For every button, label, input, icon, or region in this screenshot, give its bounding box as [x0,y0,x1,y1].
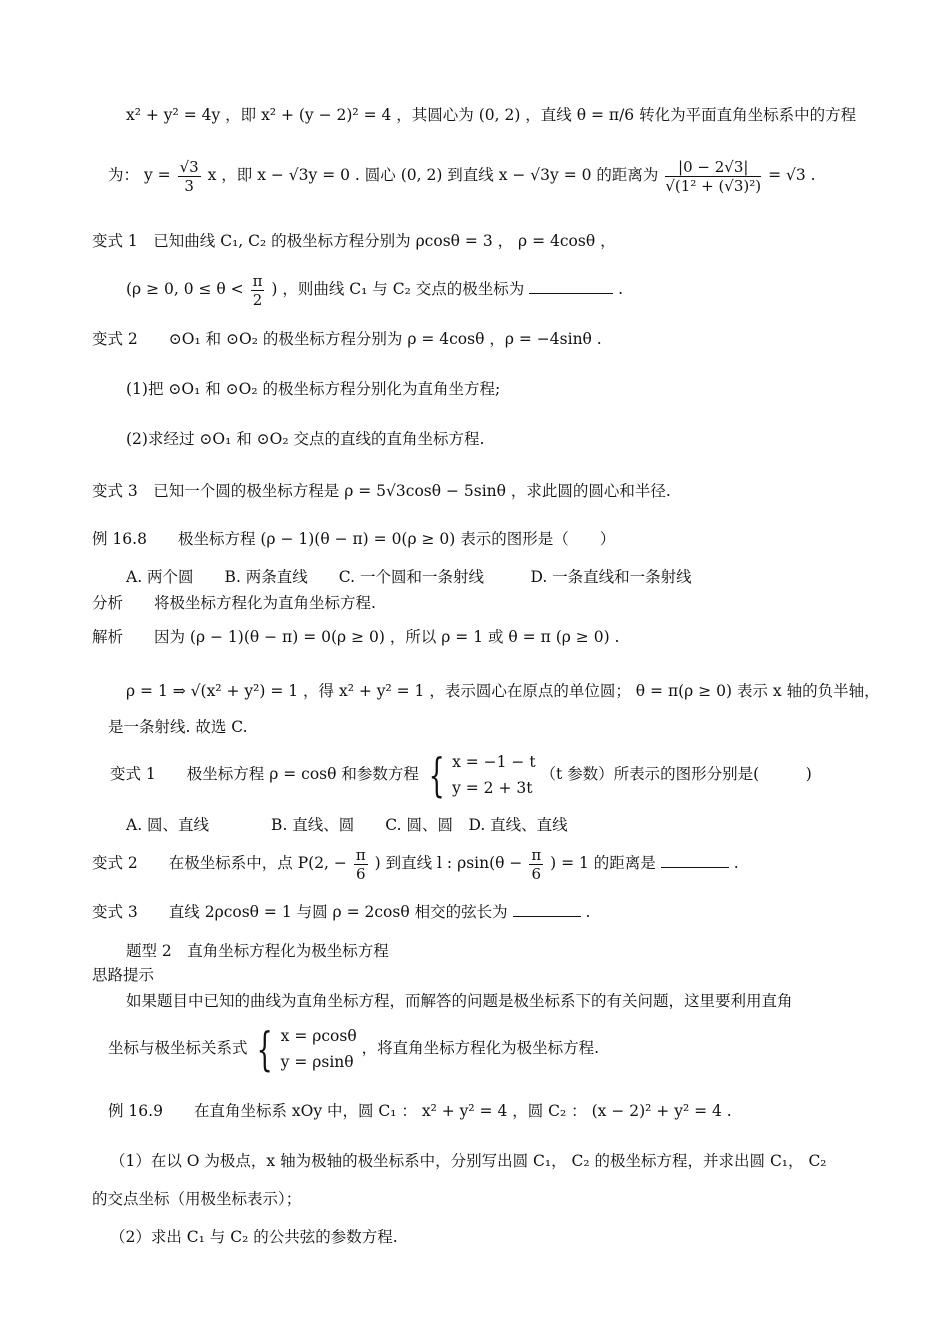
text-segment: (ρ ≥ 0, 0 ≤ θ < [126,280,244,298]
system-row: y = ρsinθ [280,1053,354,1071]
text-line-8: 变式 3 已知一个圆的极坐标方程是 ρ = 5√3cosθ − 5sinθ ，求此圆的圆心和半径. [92,482,671,500]
text-line-26: （2）求出 C₁ 与 C₂ 的公共弦的参数方程. [110,1228,398,1246]
section-heading: 题型 2 直角坐标方程化为极坐标方程 [126,942,389,960]
relation-system [281,1023,357,1075]
text-segment: ) 到直线 l : ρsin(θ − [374,854,523,872]
fraction-pi-over-6 [354,846,368,883]
text-segment: . [733,854,739,872]
fraction-denominator: 3 [184,176,194,195]
text-line-24: （1）在以 O 为极点，x 轴为极轴的极坐标系中，分别写出圆 C₁， C₂ 的极坐标方程，并求出圆 C₁， C₂ [110,1152,827,1170]
text-segment: 为： [108,166,140,184]
text-line-25: 的交点坐标（用极坐标表示）； [92,1190,302,1208]
text-line-18 [92,900,590,923]
text-line-22 [108,1020,599,1076]
text-segment: 变式 2 在极坐标系中，点 P(2, − [92,854,347,872]
text-line-4 [126,266,623,312]
text-line-5: 变式 2 ⊙O₁ 和 ⊙O₂ 的极坐标方程分别为 ρ = 4cosθ ，ρ = −4sinθ . [92,330,602,348]
text-segment: 变式 1 极坐标方程 ρ = cosθ 和参数方程 [110,765,419,783]
text-line-15 [110,746,812,802]
answer-options-2: A. 圆、直线 B. 直线、圆 C. 圆、圆 D. 直线、直线 [126,816,568,834]
text-line-17 [92,840,739,886]
fraction-denominator: 6 [356,864,366,883]
text-segment: （t 参数）所表示的图形分别是( ) [540,765,812,783]
text-line-13: ρ = 1 ⇒ √(x² + y²) = 1 ，得 x² + y² = 1 ，表示圆心在原点的单位圆； θ = π(ρ ≥ 0) 表示 x 轴的负半轴， [126,682,880,700]
text-line-2 [108,150,816,200]
text-segment: ，将直角坐标方程化为极坐标方程. [361,1039,600,1057]
brace-icon: { [428,748,445,802]
text-segment: = √3 . [768,166,816,184]
fraction-numerator: π [355,845,366,864]
text-line-12: 解析 因为 (ρ − 1)(θ − π) = 0(ρ ≥ 0) ，所以 ρ = 1 或 θ = π (ρ ≥ 0) . [92,628,620,646]
text-segment: ) ，则曲线 C₁ 与 C₂ 交点的极坐标为 [271,280,525,298]
text-segment: x ，即 x − √3y = 0 . 圆心 (0, 2) 到直线 x − √3y = 0 的距离为 [207,166,659,184]
text-segment: 坐标与极坐标关系式 [108,1039,248,1057]
parametric-system [452,749,536,801]
fraction-numerator: √3 [179,157,199,176]
text-line-23: 例 16.9 在直角坐标系 xOy 中，圆 C₁ ： x² + y² = 4 ，圆 C₂ ： (x − 2)² + y² = 4 . [108,1102,732,1120]
fraction-numerator: |0 − 2√3| [665,158,761,177]
system-row: x = ρcosθ [280,1027,357,1045]
text-segment: y = [143,166,176,184]
text-line-11: 分析 将极坐标方程化为直角坐标方程. [92,594,376,612]
text-segment: . [585,903,591,921]
fraction-sqrt3-over-3 [178,158,201,195]
answer-blank[interactable] [513,900,581,917]
brace-icon: { [257,1022,274,1076]
text-line-14: 是一条射线. 故选 C. [108,718,248,736]
fraction-denominator: √(1² + (√3)²) [665,176,762,195]
text-line-21: 如果题目中已知的曲线为直角坐标方程，而解答的问题是极坐标系下的有关问题，这里要利用直角 [126,992,793,1010]
text-segment: . [618,280,624,298]
answer-blank[interactable] [529,277,613,294]
text-segment: ) = 1 的距离是 [550,854,656,872]
text-line-1: x² + y² = 4y ，即 x² + (y − 2)² = 4 ，其圆心为 (0, 2) ，直线 θ = π/6 转化为平面直角坐标系中的方程 [126,106,857,124]
system-row: y = 2 + 3t [452,779,533,797]
fraction-denominator: 6 [531,864,542,883]
text-segment: 变式 3 直线 2ρcosθ = 1 与圆 ρ = 2cosθ 相交的弦长为 [92,903,508,921]
answer-blank[interactable] [661,851,729,868]
fraction-pi-over-2 [251,272,265,309]
text-line-3: 变式 1 已知曲线 C₁, C₂ 的极坐标方程分别为 ρcosθ = 3 ， ρ = 4cosθ ， [92,232,616,250]
text-line-7: (2)求经过 ⊙O₁ 和 ⊙O₂ 交点的直线的直角坐标方程. [126,430,485,448]
fraction-numerator: π [252,271,263,290]
hint-heading: 思路提示 [92,966,155,984]
text-line-6: (1)把 ⊙O₁ 和 ⊙O₂ 的极坐标方程分别化为直角坐方程; [126,380,501,398]
fraction-denominator: 2 [252,290,263,309]
system-row: x = −1 − t [452,753,536,771]
fraction-distance [665,158,761,195]
text-line-9: 例 16.8 极坐标方程 (ρ − 1)(θ − π) = 0(ρ ≥ 0) 表示的图形是（ ） [92,530,616,548]
fraction-pi-over-6 [529,846,543,883]
answer-options-1: A. 两个圆 B. 两条直线 C. 一个圆和一条射线 D. 一条直线和一条射线 [126,568,692,586]
fraction-numerator: π [531,845,542,864]
